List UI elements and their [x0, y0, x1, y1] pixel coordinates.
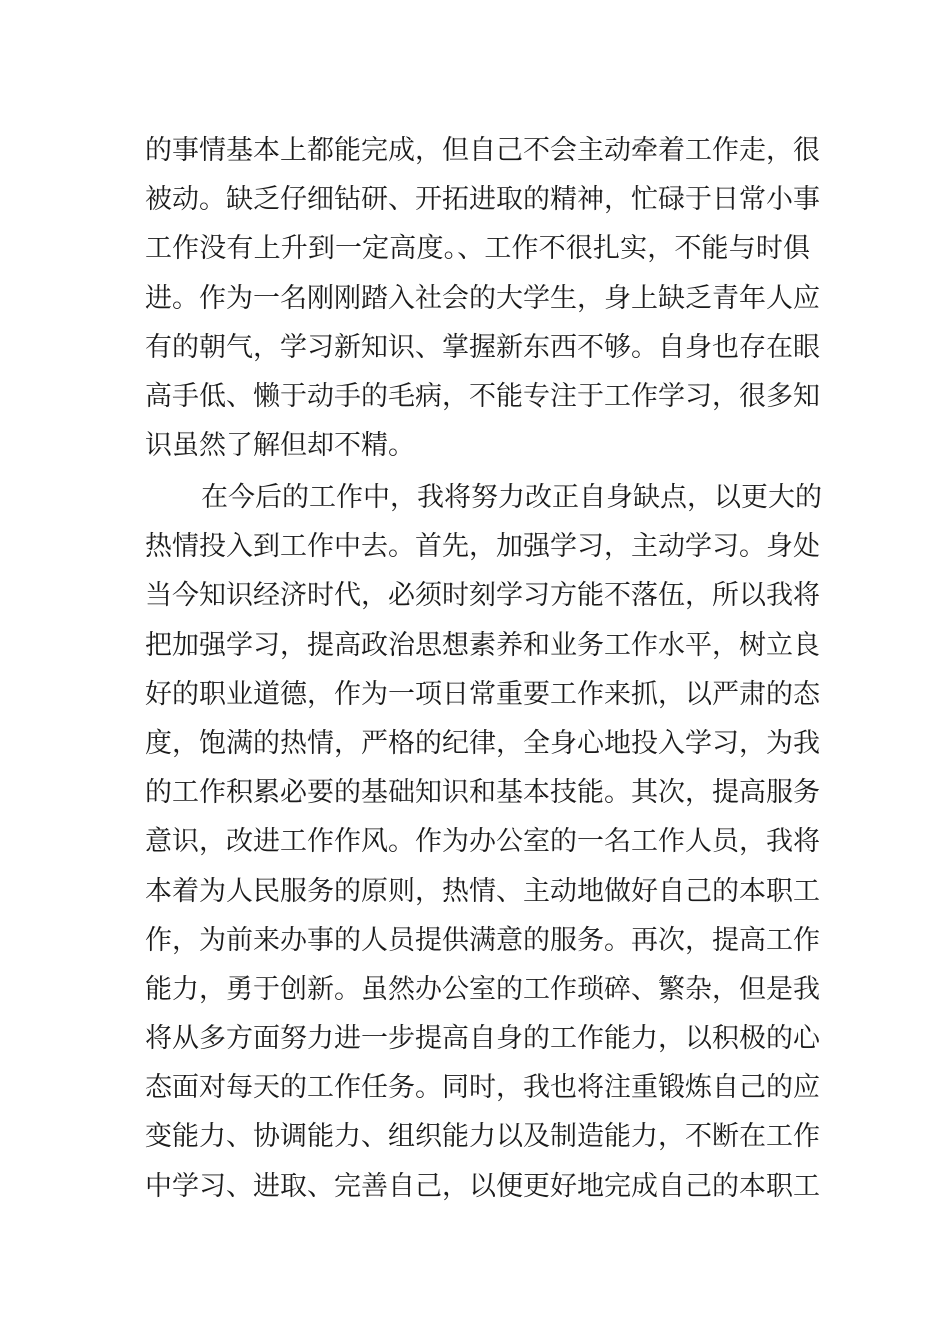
text-line: 态面对每天的工作任务。同时，我也将注重锻炼自己的应 [145, 1072, 820, 1104]
paragraph-1 [145, 126, 820, 470]
text-line: 在今后的工作中，我将努力改正自身缺点，以更大的 [201, 482, 822, 513]
text-line: 当今知识经济时代，必须时刻学习方能不落伍，所以我将 [145, 580, 820, 612]
text-line: 进。作为一名刚刚踏入社会的大学生，身上缺乏青年人应 [145, 282, 820, 314]
text-line: 热情投入到工作中去。首先，加强学习，主动学习。身处 [145, 531, 820, 563]
text-line: 度，饱满的热情，严格的纪律，全身心地投入学习，为我 [145, 727, 820, 759]
text-line: 能力，勇于创新。虽然办公室的工作琐碎、繁杂，但是我 [145, 973, 820, 1005]
text-line: 的工作积累必要的基础知识和基本技能。其次，提高服务 [145, 777, 820, 809]
text-line: 中学习、进取、完善自己，以便更好地完成自己的本职工 [145, 1170, 820, 1202]
text-line: 好的职业道德，作为一项日常重要工作来抓，以严肃的态 [145, 678, 820, 710]
text-line: 的事情基本上都能完成，但自己不会主动牵着工作走，很 [145, 135, 820, 166]
text-line: 意识，改进工作作风。作为办公室的一名工作人员，我将 [145, 826, 820, 858]
text-line: 有的朝气，学习新知识、掌握新东西不够。自身也存在眼 [145, 331, 820, 363]
text-line: 将从多方面努力进一步提高自身的工作能力，以积极的心 [145, 1023, 820, 1055]
text-line: 把加强学习，提高政治思想素养和业务工作水平，树立良 [145, 629, 820, 661]
text-line: 识虽然了解但却不精。 [145, 430, 415, 462]
text-line: 本着为人民服务的原则，热情、主动地做好自己的本职工 [145, 875, 820, 907]
text-line: 高手低、懒于动手的毛病，不能专注于工作学习，很多知 [145, 380, 820, 412]
paragraph-2 [145, 473, 822, 1211]
text-line: 工作没有上升到一定高度。、工作不很扎实，不能与时俱 [145, 233, 810, 265]
text-line: 变能力、协调能力、组织能力以及制造能力，不断在工作 [145, 1121, 820, 1153]
text-line: 作，为前来办事的人员提供满意的服务。再次，提高工作 [145, 924, 820, 956]
text-line: 被动。缺乏仔细钻研、开拓进取的精神，忙碌于日常小事 [145, 184, 820, 216]
